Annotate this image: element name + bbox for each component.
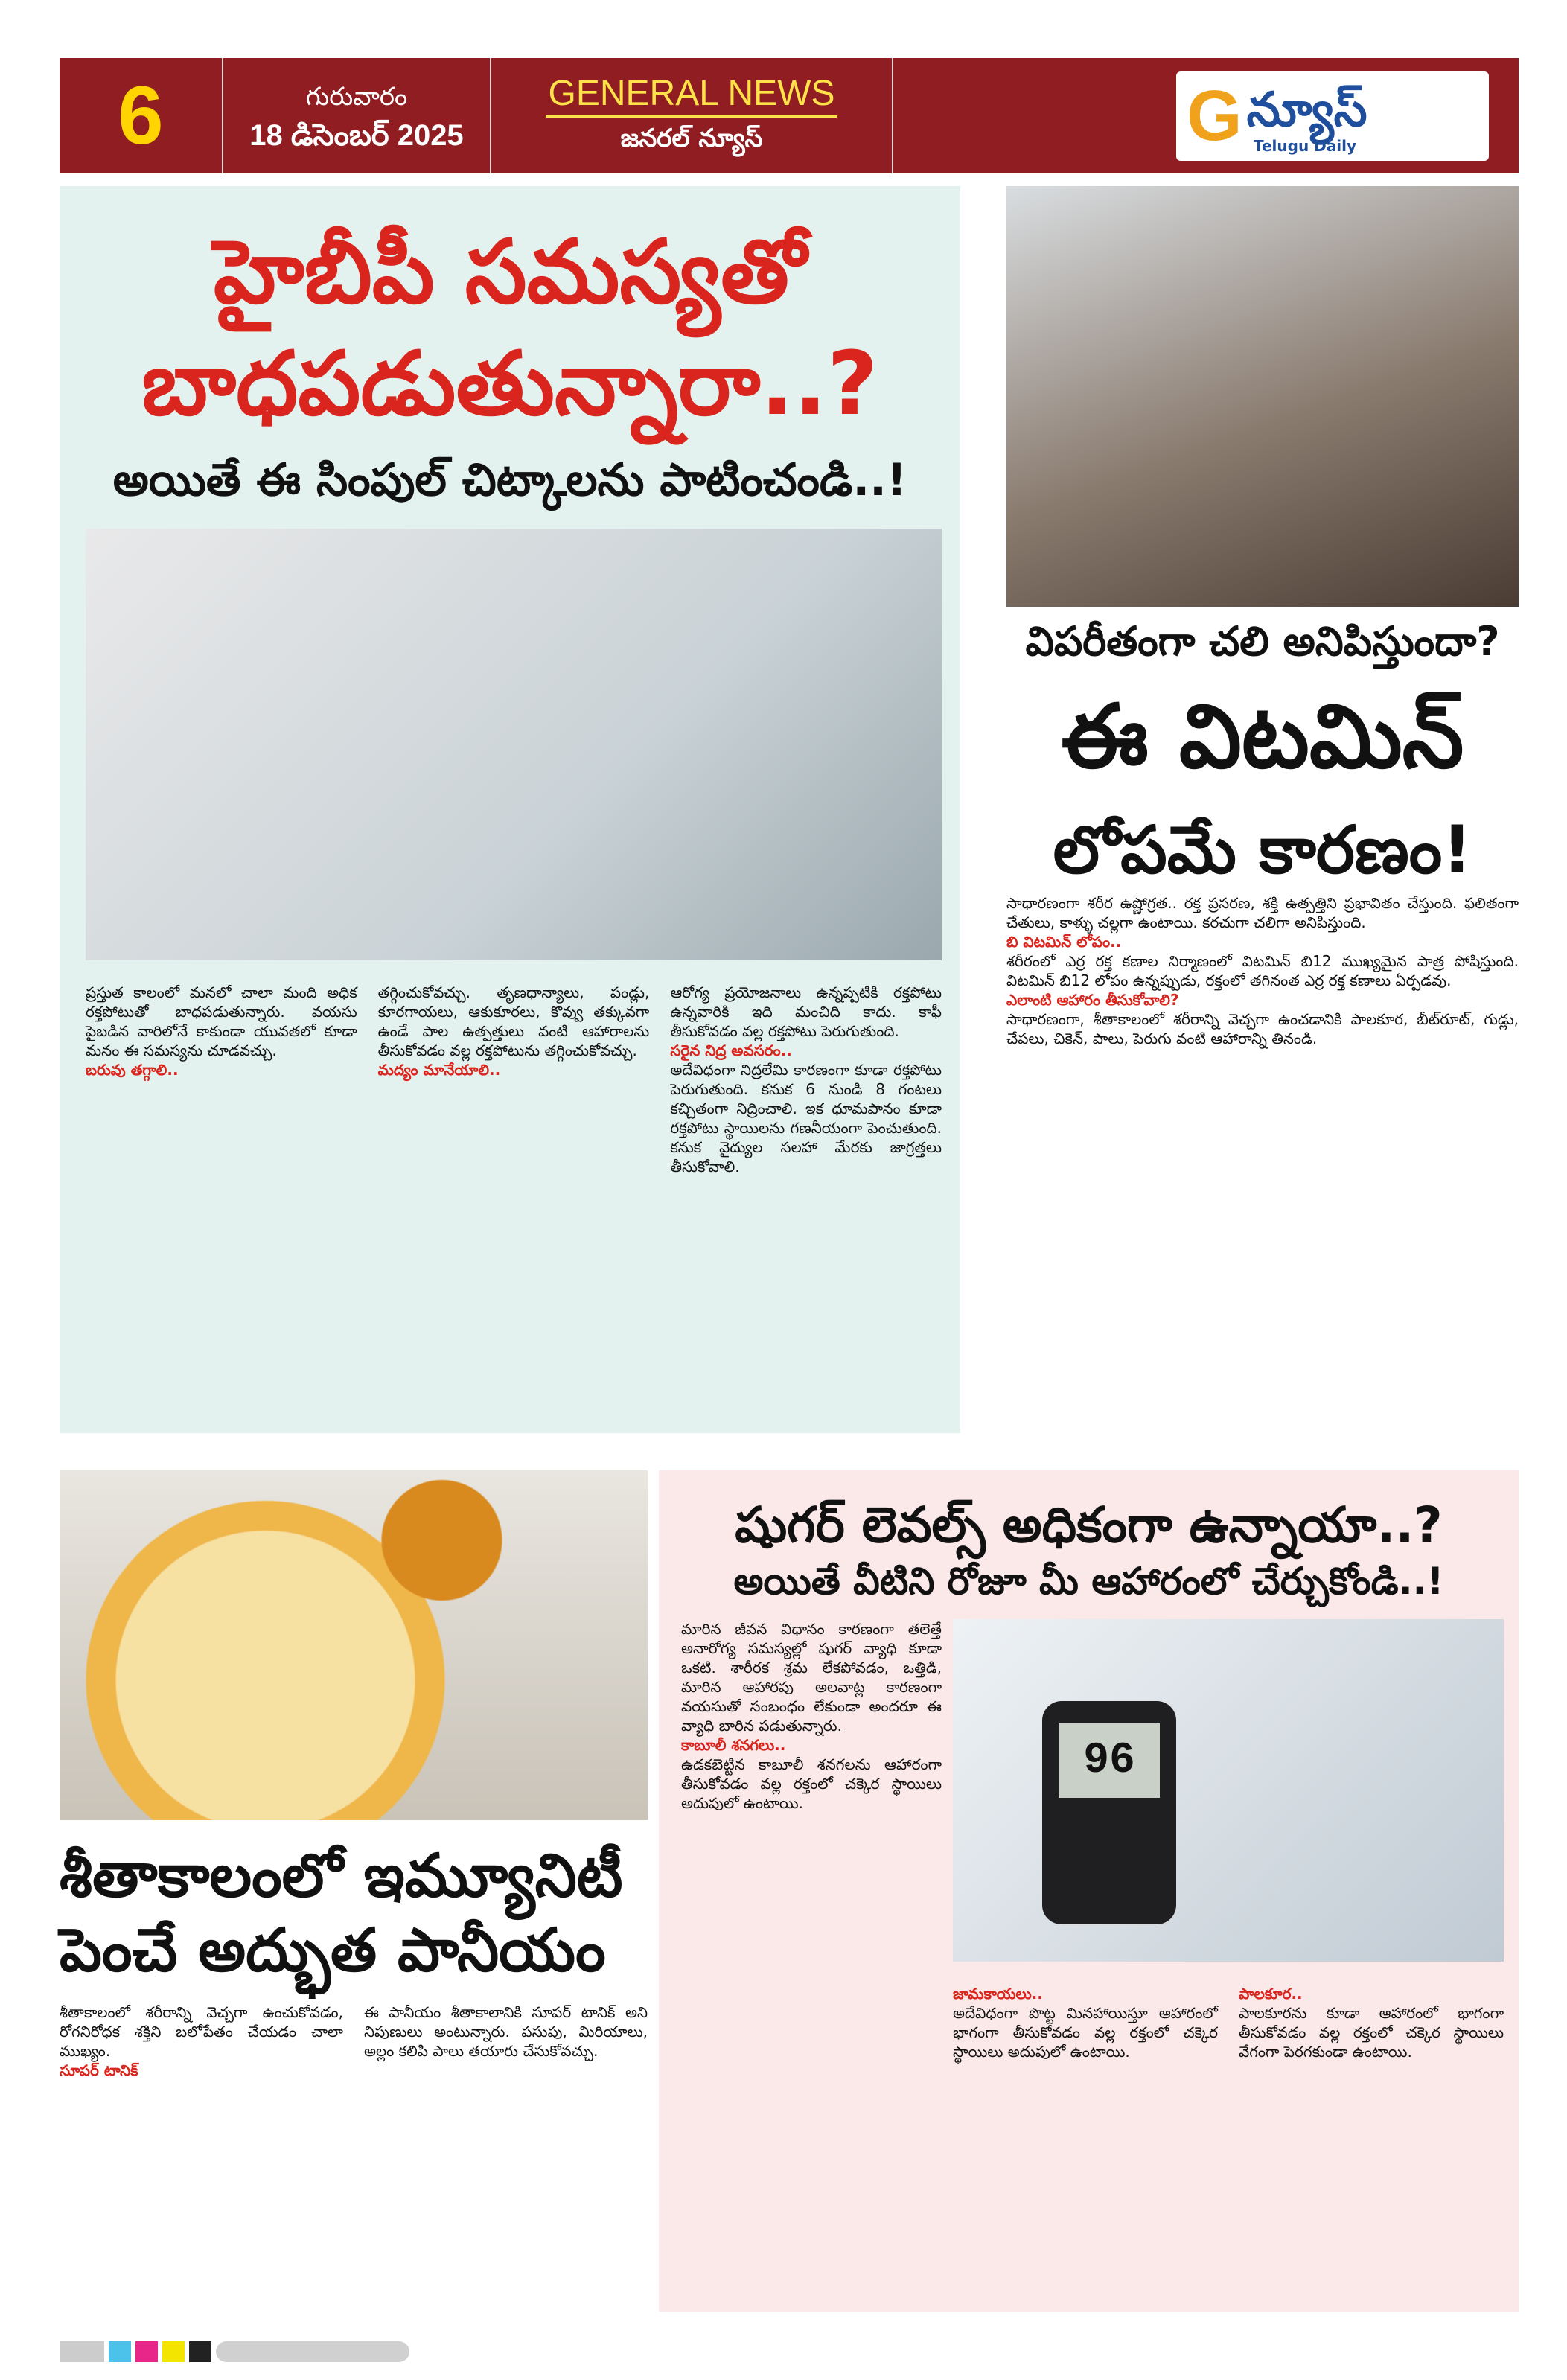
- vitamin-para2: శరీరంలో ఎర్ర రక్త కణాల నిర్మాణంలో విటమిన్ బి12 ముఖ్యమైన పాత్ర పోషిస్తుంది. విటమిన్ బి12 లోపం ఉన్నప్పుడు, రక్తంలో తగినంత ఎర్ర రక్త కణాలు ఏర్పడవు.: [1006, 952, 1519, 989]
- logo-word: న్యూస్: [1246, 83, 1367, 138]
- bp-col3b: అదేవిధంగా నిద్రలేమి కారణంగా కూడా రక్తపోటు పెరుగుతుంది. కనుక 6 నుండి 8 గంటలు కచ్చితంగా నిద్రించాలి. ఇక ధూమపానం కూడా రక్తపోటు స్థాయిలను గణనీయంగా పెంచుతుంది. కనుక వైద్యుల సలహా మేరకు జాగ్రత్తలు తీసుకోవాలి.: [670, 1061, 942, 1175]
- section-title: [491, 58, 893, 173]
- glucometer-reading: 96: [1059, 1723, 1160, 1798]
- sugar-subheadline: అయితే వీటిని రోజూ మీ ఆహారంలో చేర్చుకోండి..!: [733, 1560, 1444, 1603]
- immunity-para2: ఈ పానీయం శీతాకాలానికి సూపర్ టానిక్ అని నిపుణులు అంటున్నారు. పసుపు, మిరియాలు, అల్లం కలిపి పాలు తయారు చేసుకోవచ్చు.: [364, 2003, 648, 2060]
- bp-headline-line2: బాధపడుతున్నారా..?: [141, 332, 878, 435]
- vitamin-heading2: ఎలాంటి ఆహారం తీసుకోవాలి?: [1006, 991, 1179, 1009]
- bp-col1: ప్రస్తుత కాలంలో మనలో చాలా మంది అధిక రక్తపోటుతో బాధపడుతున్నారు. వయసు పైబడిన వారిలోనే కాకుండా యువతలో కూడా మనం ఈ సమస్యను చూడవచ్చు.: [86, 983, 357, 1059]
- section-title-en: GENERAL NEWS: [546, 73, 838, 118]
- immunity-headline-line2: పెంచే అద్భుత పానీయం: [60, 1915, 606, 1985]
- issue-date: [223, 58, 491, 173]
- glucometer: [1042, 1701, 1176, 1924]
- sugar-para2: ఉడకబెట్టిన కాబూలీ శనగలను ఆహారంగా తీసుకోవడం వల్ల రక్తంలో చక్కెర స్థాయిలు అదుపులో ఉంటాయి.: [681, 1755, 942, 1812]
- sugar-heading1: కాబూలీ శనగలు..: [681, 1736, 786, 1754]
- immunity-body: [60, 2003, 648, 2080]
- bp-headline: [60, 216, 960, 439]
- logo-tagline: Telugu Daily: [1254, 136, 1357, 155]
- bp-col2: తగ్గించుకోవచ్చు. తృణధాన్యాలు, పండ్లు, కూరగాయలు, ఆకుకూరలు, కొవ్వు తక్కువగా ఉండే పాల ఉత్పత్తులు వంటి ఆహారాలను తీసుకోవడం వల్ల రక్తపోటును తగ్గించుకోవచ్చు.: [377, 983, 650, 1059]
- immunity-para1: శీతాకాలంలో శరీరాన్ని వెచ్చగా ఉంచుకోవడం, రోగనిరోధక శక్తిని బలోపేతం చేయడం చాలా ముఖ్యం.: [60, 2003, 343, 2060]
- date-text: 18 డిసెంబర్ 2025: [249, 118, 464, 152]
- logo-letter: G: [1187, 75, 1242, 156]
- vitamin-kicker: విపరీతంగా చలి అనిపిస్తుందా?: [1025, 618, 1500, 665]
- bp-headline-line1: హైబీపీ సమస్యతో: [213, 220, 807, 323]
- weekday: గురువారం: [305, 81, 408, 112]
- sugar-body: [953, 1984, 1504, 2061]
- bp-col1-heading: బరువు తగ్గాలి..: [86, 1061, 179, 1079]
- vitamin-heading1: బి విటమిన్ లోపం..: [1006, 933, 1122, 951]
- page-number: 6: [60, 58, 223, 173]
- bp-col3-heading: సరైన నిద్ర అవసరం..: [670, 1041, 792, 1059]
- print-color-bar: [60, 2341, 1519, 2362]
- section-title-te: జనరల్ న్యూస్: [620, 123, 763, 153]
- sugar-headline: షుగర్ లెవల్స్ అధికంగా ఉన్నాయా..?: [735, 1496, 1443, 1554]
- sugar-para3: అదేవిధంగా పొట్ట మినహాయిస్తూ ఆహారంలో భాగంగా తీసుకోవడం వల్ల రక్తంలో చక్కెర స్థాయిలు అదుపులో ఉంటాయి.: [953, 2004, 1218, 2061]
- sugar-para4: పాలకూరను కూడా ఆహారంలో భాగంగా తీసుకోవడం వల్ల రక్తంలో చక్కెర స్థాయిలు వేగంగా పెరగకుండా ఉంటాయి.: [1239, 2004, 1504, 2061]
- logo-area: [893, 58, 1519, 173]
- glucometer-photo: [953, 1619, 1504, 1962]
- newspaper-logo: [1176, 71, 1489, 161]
- bp-photo: [86, 529, 942, 960]
- sugar-heading2: జామకాయలు..: [953, 1985, 1043, 2003]
- vitamin-photo: [1006, 186, 1519, 607]
- bp-col2-heading: మద్యం మానేయాలి..: [377, 1061, 501, 1079]
- vitamin-para1: సాధారణంగా శరీర ఉష్ణోగ్రత.. రక్త ప్రసరణ, శక్తి ఉత్పత్తిని ప్రభావితం చేస్తుంది. ఫలితంగా చేతులు, కాళ్ళు చల్లగా ఉంటాయి. కరచుగా చలిగా అనిపిస్తుంది.: [1006, 894, 1519, 931]
- bp-body: [86, 983, 942, 1176]
- sugar-intro: [681, 1619, 942, 1813]
- sugar-heading3: పాలకూర..: [1239, 1985, 1303, 2003]
- bp-col3: ఆరోగ్య ప్రయోజనాలు ఉన్నప్పటికి రక్తపోటు ఉన్నవారికి ఇది మంచిది కాదు. కాఫీ తీసుకోవడం వల్ల రక్తపోటు పెరుగుతుంది.: [670, 983, 942, 1040]
- vitamin-para3: సాధారణంగా, శీతాకాలంలో శరీరాన్ని వెచ్చగా ఉంచడానికి పాలకూర, బీట్‌రూట్, గుడ్లు, చేపలు, చికెన్, పాలు, పెరుగు వంటి ఆహారాన్ని తినండి.: [1006, 1010, 1519, 1047]
- immunity-headline: [60, 1839, 648, 1988]
- article-sugar: [659, 1470, 1519, 2312]
- immunity-headline-line1: శీతాకాలంలో ఇమ్యూనిటీ: [60, 1841, 623, 1910]
- vitamin-body: [1006, 893, 1519, 1048]
- masthead: [60, 58, 1519, 173]
- sugar-para1: మారిన జీవన విధానం కారణంగా తలెత్తే అనారోగ్య సమస్యల్లో షుగర్ వ్యాధి కూడా ఒకటి. శారీరక శ్రమ లేకపోవడం, ఒత్తిడి, మారిన ఆహారపు అలవాట్ల కారణంగా వయసుతో సంబంధం లేకుండా అందరూ ఈ వ్యాధి బారిన పడుతున్నారు.: [681, 1620, 942, 1735]
- immunity-drink-photo: [60, 1470, 648, 1820]
- article-high-bp: [60, 186, 960, 1433]
- bp-subheadline: అయితే ఈ సింపుల్ చిట్కాలను పాటించండి..!: [112, 454, 907, 506]
- vitamin-headline: ఈ విటమిన్: [1061, 685, 1464, 788]
- vitamin-headline-2: లోపమే కారణం!: [1053, 811, 1472, 888]
- immunity-heading1: సూపర్ టానిక్: [60, 2061, 138, 2079]
